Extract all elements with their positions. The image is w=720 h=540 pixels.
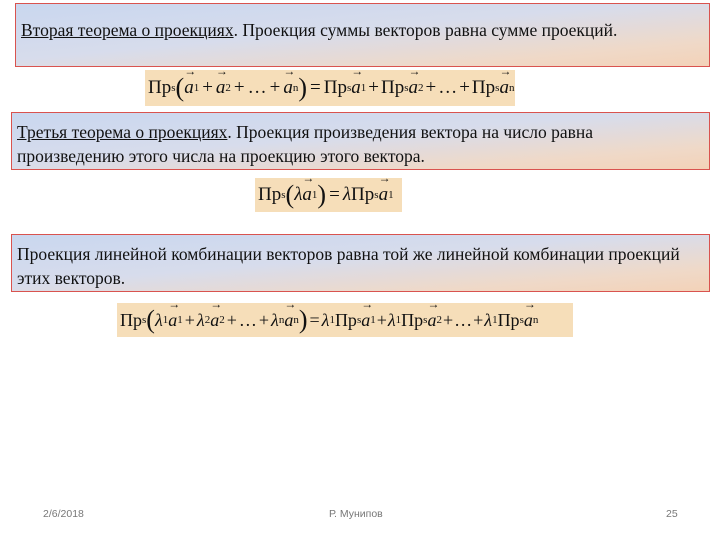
theorem-3-heading: Третья теорема о проекциях <box>17 122 228 142</box>
linear-combination-box <box>11 234 710 292</box>
linear-combination-formula: Пр s ( λ 1 → a 1 + λ 2 → a 2 + … + λ n → a n ) = λ 1 Пр s → a 1 + λ 1 Пр s → a 2 + … + λ 1 Пр s → a n <box>117 303 573 337</box>
theorem-2-heading: Вторая теорема о проекциях <box>21 20 234 40</box>
theorem-2-box <box>15 3 710 67</box>
theorem-2-text: . Проекция суммы векторов равна сумме проекций. <box>233 20 618 40</box>
theorem-3-box <box>11 112 710 170</box>
scalar-projection-formula: Пр s ( λ → a 1 ) = λ Пр s → a 1 <box>255 178 402 212</box>
theorem-3-text: . Проекция произведения вектора на число равна произведению этого числа на проекцию этого вектора. <box>17 122 594 166</box>
footer-date: 2/6/2018 <box>43 508 84 520</box>
sum-projection-formula: Пр s ( → a 1 + → a 2 + … + → a n ) = Пр s → a 1 + Пр s → a 2 + … + Пр s → a n <box>145 70 515 106</box>
footer-author: Р. Мунипов <box>329 508 383 520</box>
footer-page-number: 25 <box>666 508 678 520</box>
linear-combination-text: Проекция линейной комбинации векторов равна той же линейной комбинации проекций этих векторов. <box>17 244 680 288</box>
